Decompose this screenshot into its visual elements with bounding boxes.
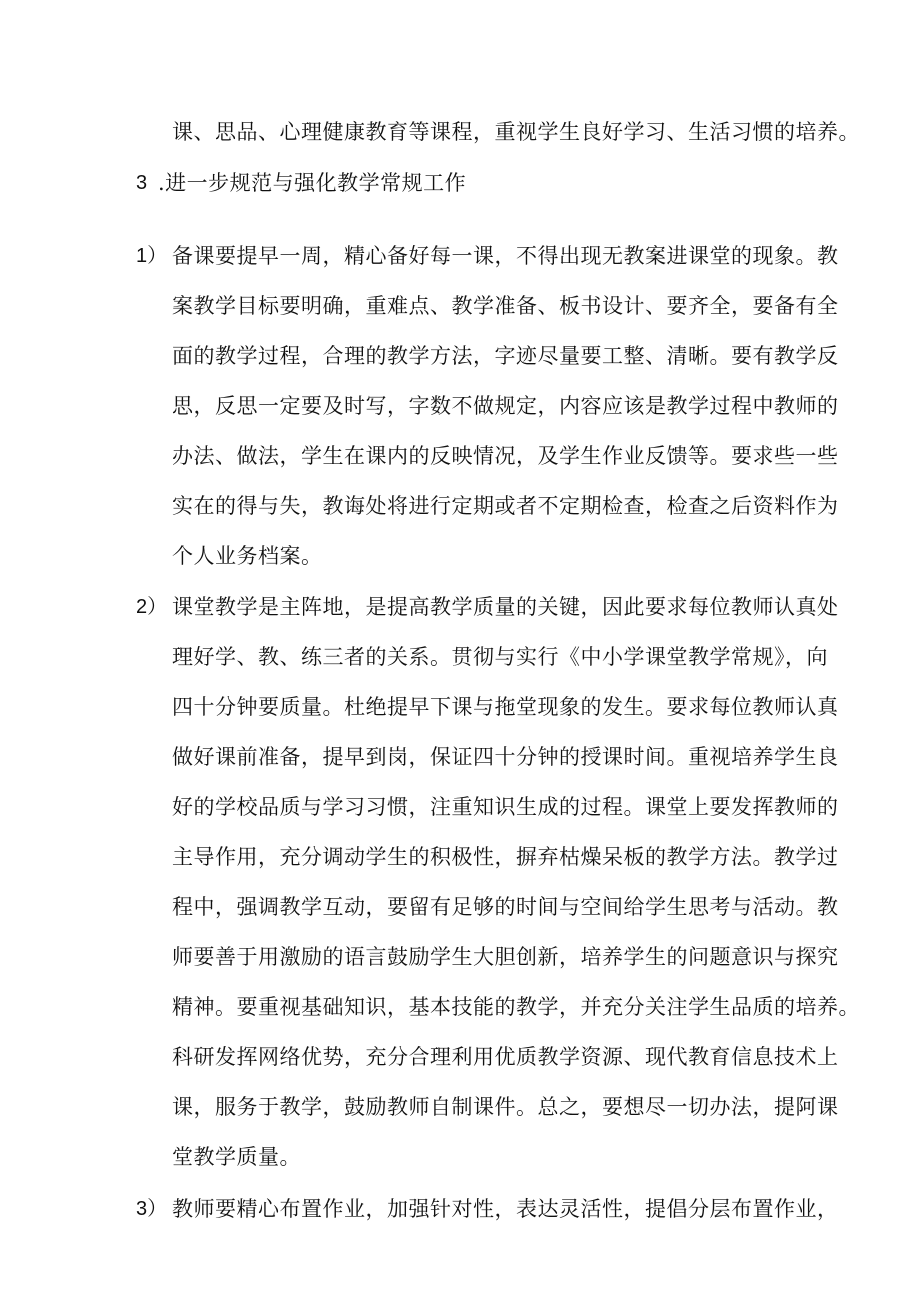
intro-line (0, 112, 920, 152)
paragraph-text: 科研发挥网络优势，充分合理利用优质教学资源、现代教育信息技术上 (172, 1045, 839, 1069)
list-item-3-line-1 (0, 1189, 920, 1229)
section-heading (0, 163, 920, 203)
paragraph-text: 课堂教学是主阵地，是提高教学质量的关键，因此要求每位教师认真处 (172, 595, 839, 619)
list-item-number: 1） (136, 245, 168, 267)
list-item-2-line-11 (0, 1087, 920, 1127)
list-item-2-line-2 (0, 637, 920, 677)
list-item-2-line-1 (0, 587, 920, 627)
paragraph-text: 实在的得与失，教诲处将进行定期或者不定期检查，检查之后资料作为 (172, 494, 839, 518)
list-item-2-line-5 (0, 787, 920, 827)
paragraph-text: 主导作用，充分调动学生的积极性，摒弃枯燥呆板的教学方法。教学过 (172, 845, 839, 869)
list-item-number: 3） (136, 1198, 168, 1220)
paragraph-text: 思，反思一定要及时写，字数不做规定，内容应该是教学过程中教师的 (172, 394, 839, 418)
list-item-2-line-9 (0, 987, 920, 1027)
paragraph-text: 教师要精心布置作业，加强针对性，表达灵活性，提倡分层布置作业， (172, 1197, 839, 1221)
paragraph-text: 做好课前准备，提早到岗，保证四十分钟的授课时间。重视培养学生良 (172, 745, 839, 769)
paragraph-text: 理好学、教、练三者的关系。贯彻与实行《中小学课堂教学常规》，向 (172, 645, 828, 669)
list-item-1-line-3 (0, 336, 920, 376)
paragraph-text: 备课要提早一周，精心备好每一课，不得出现无教案进课堂的现象。教 (172, 244, 839, 268)
list-item-2-line-10 (0, 1037, 920, 1077)
list-item-1-line-5 (0, 436, 920, 476)
list-item-1-line-6 (0, 486, 920, 526)
paragraph-text: 精神。要重视基础知识，基本技能的教学，并充分关注学生品质的培养。 (172, 995, 860, 1019)
section-number: 3 (136, 172, 148, 194)
list-item-number: 2） (136, 596, 168, 618)
list-item-1-line-2 (0, 286, 920, 326)
list-item-1-line-7 (0, 536, 920, 576)
paragraph-text: 面的教学过程，合理的教学方法，字迹尽量要工整、清晰。要有教学反 (172, 344, 839, 368)
paragraph-text: 案教学目标要明确，重难点、教学准备、板书设计、要齐全，要备有全 (172, 294, 839, 318)
list-item-2-line-8 (0, 937, 920, 977)
list-item-2-line-12 (0, 1137, 920, 1177)
paragraph-text: 程中，强调教学互动，要留有足够的时间与空间给学生思考与活动。教 (172, 895, 839, 919)
section-title: .进一步规范与强化教学常规工作 (158, 171, 467, 195)
list-item-1-line-4 (0, 386, 920, 426)
list-item-2-line-6 (0, 837, 920, 877)
paragraph-text: 师要善于用激励的语言鼓励学生大胆创新，培养学生的问题意识与探究 (172, 945, 839, 969)
list-item-1-line-1 (0, 236, 920, 276)
paragraph-text: 课、思品、心理健康教育等课程，重视学生良好学习、生活习惯的培养。 (172, 120, 860, 144)
paragraph-text: 办法、做法，学生在课内的反映情况，及学生作业反馈等。要求些一些 (172, 444, 839, 468)
paragraph-text: 个人业务档案。 (172, 544, 323, 568)
list-item-2-line-4 (0, 737, 920, 777)
list-item-2-line-7 (0, 887, 920, 927)
paragraph-text: 四十分钟要质量。杜绝提早下课与拖堂现象的发生。要求每位教师认真 (172, 695, 839, 719)
paragraph-text: 堂教学质量。 (172, 1145, 301, 1169)
paragraph-text: 好的学校品质与学习习惯，注重知识生成的过程。课堂上要发挥教师的 (172, 795, 839, 819)
paragraph-text: 课，服务于教学，鼓励教师自制课件。总之，要想尽一切办法，提阿课 (172, 1095, 839, 1119)
list-item-2-line-3 (0, 687, 920, 727)
